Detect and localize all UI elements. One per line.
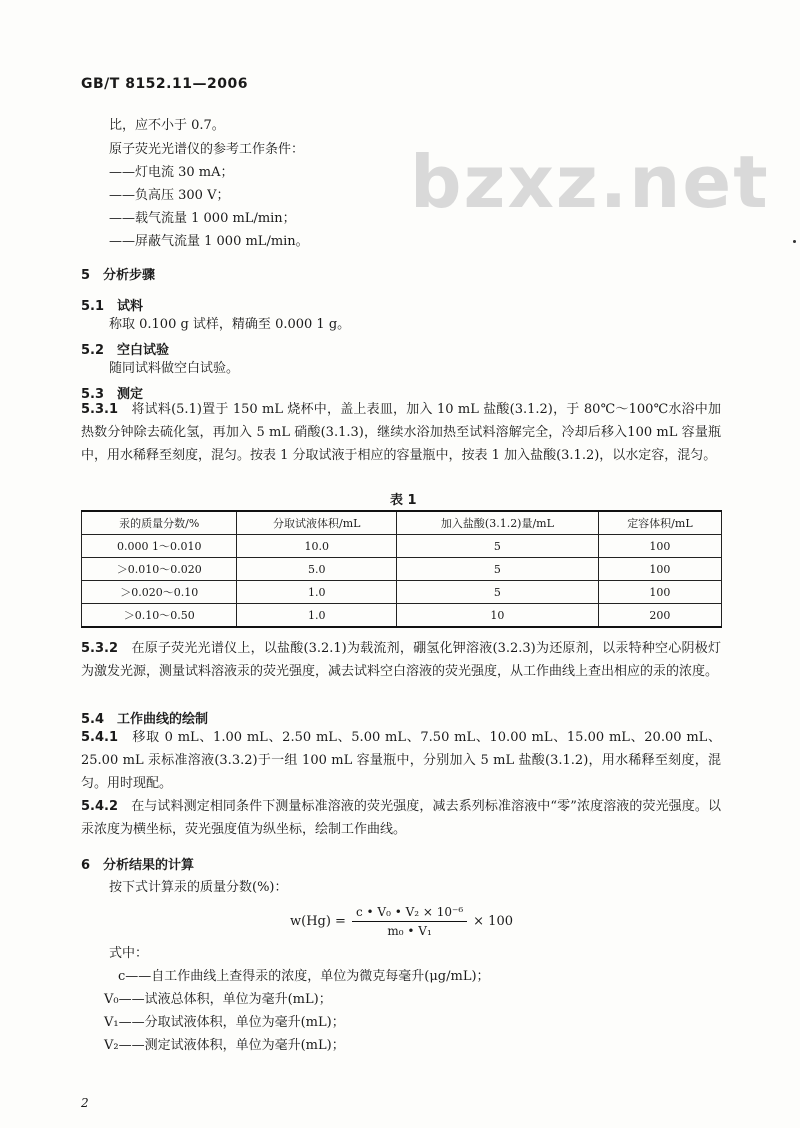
table-cell: 1.0 (237, 581, 397, 604)
clause-number: 5.4.2 (81, 799, 119, 814)
table-row (82, 581, 722, 604)
table-cell: 100 (598, 558, 721, 581)
formula-fraction (352, 905, 467, 938)
definition-item: c——自工作曲线上查得汞的浓度，单位为微克每毫升(μg/mL)； (118, 969, 490, 984)
section-5-2-text: 随同试料做空白试验。 (109, 361, 240, 376)
section-5-1-heading: 5.1 试料 (81, 299, 144, 314)
section-6-heading: 6 分析结果的计算 (81, 858, 195, 873)
table-1-title: 表 1 (390, 493, 417, 508)
table-cell: 5.0 (237, 558, 397, 581)
paragraph-5-3-2 (81, 637, 721, 683)
section-5-3-heading: 5.3 测定 (81, 387, 144, 402)
table-cell: 10 (397, 604, 599, 628)
paragraph-5-4-2 (81, 795, 721, 841)
paragraph-5-4-1 (81, 726, 721, 795)
table-header-cell: 汞的质量分数/% (82, 511, 237, 535)
table-cell: ＞0.10～0.50 (82, 604, 237, 628)
table-row (82, 558, 722, 581)
table-header-cell: 加入盐酸(3.1.2)量/mL (397, 511, 599, 535)
table-cell: 100 (598, 581, 721, 604)
section-5-2-heading: 5.2 空白试验 (81, 343, 170, 358)
table-header-cell: 分取试液体积/mL (237, 511, 397, 535)
table-cell: ＞0.010～0.020 (82, 558, 237, 581)
conditions-intro: 原子荧光光谱仪的参考工作条件： (109, 142, 305, 157)
standard-id: GB/T 8152.11—2006 (81, 76, 248, 92)
table-row (82, 604, 722, 628)
conditions-continuation: 比，应不小于 0.7。 (109, 118, 225, 133)
where-label: 式中： (109, 946, 149, 961)
mass-fraction-formula (290, 905, 513, 938)
scan-speck (793, 240, 796, 243)
watermark: bzxz.net (410, 140, 770, 224)
condition-item: ——灯电流 30 mA； (109, 165, 234, 180)
table-cell: 0.000 1～0.010 (82, 535, 237, 558)
table-1 (81, 510, 722, 628)
table-cell: 200 (598, 604, 721, 628)
table-cell: ＞0.020～0.10 (82, 581, 237, 604)
clause-number: 5.3.1 (81, 402, 119, 417)
table-cell: 5 (397, 581, 599, 604)
section-6-intro: 按下式计算汞的质量分数(%)： (109, 880, 288, 895)
clause-text: 将试料(5.1)置于 150 mL 烧杯中，盖上表皿，加入 10 mL 盐酸(3.1.2)，于 80℃～100℃水浴中加热数分钟除去硫化氢，再加入 5 mL 硝酸(3.1.3)，继续水浴加热至试料溶解完全，冷却后移入100 mL 容量瓶中，用水稀释至刻度，混匀。按表 1 分取试液于相应的容量瓶中，按表 1 加入盐酸(3.1.2)，以水定容，混匀。 (81, 402, 721, 463)
table-cell: 10.0 (237, 535, 397, 558)
definition-item: V₀——试液总体积，单位为毫升(mL)； (104, 992, 332, 1007)
definition-item: V₁——分取试液体积，单位为毫升(mL)； (104, 1015, 345, 1030)
clause-text: 在与试料测定相同条件下测量标准溶液的荧光强度，减去系列标准溶液中“零”浓度溶液的荧光强度。以汞浓度为横坐标，荧光强度值为纵坐标，绘制工作曲线。 (81, 799, 721, 837)
section-5-heading: 5 分析步骤 (81, 268, 156, 283)
formula-lhs: w(Hg) = (290, 914, 346, 929)
condition-item: ——载气流量 1 000 mL/min； (109, 211, 296, 226)
formula-denominator: m₀ • V₁ (387, 924, 432, 938)
definition-item: V₂——测定试液体积，单位为毫升(mL)； (104, 1038, 345, 1053)
table-cell: 5 (397, 535, 599, 558)
clause-number: 5.3.2 (81, 641, 119, 656)
table-cell: 1.0 (237, 604, 397, 628)
formula-numerator: c • V₀ • V₂ × 10⁻⁶ (352, 905, 467, 922)
table-cell: 5 (397, 558, 599, 581)
table-header-cell: 定容体积/mL (598, 511, 721, 535)
table-header-row (82, 511, 722, 535)
table-cell: 100 (598, 535, 721, 558)
formula-tail: × 100 (473, 914, 513, 929)
table-row (82, 535, 722, 558)
page-number: 2 (81, 1096, 89, 1110)
condition-item: ——负高压 300 V； (109, 188, 230, 203)
paragraph-5-3-1 (81, 398, 721, 467)
clause-number: 5.4.1 (81, 730, 119, 745)
condition-item: ——屏蔽气流量 1 000 mL/min。 (109, 234, 309, 249)
section-5-1-text: 称取 0.100 g 试样，精确至 0.000 1 g。 (109, 317, 351, 332)
clause-text: 移取 0 mL、1.00 mL、2.50 mL、5.00 mL、7.50 mL、10.00 mL、15.00 mL、20.00 mL、25.00 mL 汞标准溶液(3.3.2)于一组 100 mL 容量瓶中，分别加入 5 mL 盐酸(3.1.2)，用水稀释至刻度，混匀。用时现配。 (81, 730, 721, 791)
section-5-4-heading: 5.4 工作曲线的绘制 (81, 712, 209, 727)
clause-text: 在原子荧光光谱仪上，以盐酸(3.2.1)为载流剂，硼氢化钾溶液(3.2.3)为还原剂，以汞特种空心阴极灯为激发光源，测量试料溶液汞的荧光强度，减去试料空白溶液的荧光强度，从工作曲线上查出相应的汞的浓度。 (81, 641, 721, 679)
